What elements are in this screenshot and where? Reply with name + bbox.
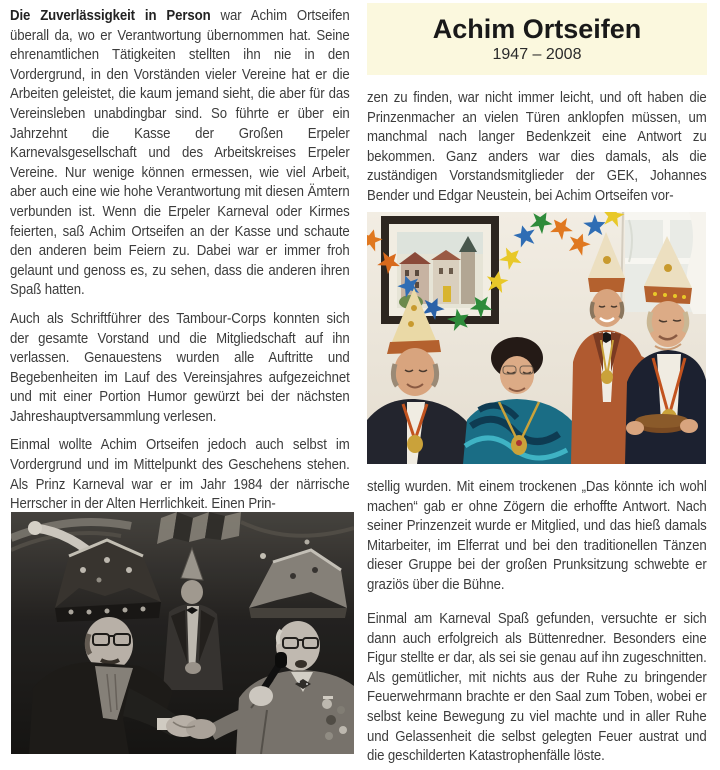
title-box (367, 3, 707, 75)
photo-vignette (11, 512, 354, 754)
lead-in-bold: Die Zuverlässigkeit in Person (10, 7, 211, 24)
paragraph-prinz-karneval: Einmal wollte Achim Ortseifen jedoch auch selbst im Vordergrund und im Mittelpunkt des Geschehens stehen. Als Prinz Karneval war er im Jahr 1984 der närrische Herrscher in der Alten Herrlichkeit. Einen Prin- (10, 436, 350, 513)
right-column-paragraph-1: zen zu finden, war nicht immer leicht, und oft haben die Prinzenmacher an vielen Türen anklopfen müssen, um manchmal nach langer Bedenkzeit eine Antwort zu bekommen. Ganz anders war dies damals, als die zuständigen Vorstandsmitglieder der GEK, Johannes Bender und Edgar Neustein, bei Achim Ortseifen vor- (367, 89, 707, 204)
paragraph-1-text: war Achim Ortseifen überall da, wo er Verantwortung übernommen hat. Seine ehrenamtlichen Tätigkeiten stellten ihn nie in den Vordergrund, in den Vorständen vieler Vereine hat er die Arbeiten geleistet, die kaum jemand sieht, die aber für das Vereinsleben unabdingbar sind. So führte er über ein Jahrzehnt die Kasse der Großen Erpeler Karnevalsgesellschaft und des Arbeitskreises Erpeler Vereine. Nur wenige können ermessen, wie viel Arbeit, aber auch eine wie hohe Verantwortung mit diesen Ämtern verbunden ist. Wenn die Erpeler Karneval oder Kirmes feierten, saß Achim Ortseifen an der Kasse und schaute den anderen beim Feiern zu. Dabei war er immer froh gelaunt und genoss es, zu sehen, dass die anderen ihren Spaß hatten. (10, 7, 350, 299)
paragraph-zuverlaessigkeit (10, 6, 350, 300)
carnival-color-photo (367, 212, 706, 464)
page-title: Achim Ortseifen (432, 14, 642, 44)
right-column-paragraph-3: Einmal am Karneval Spaß gefunden, versuchte er sich dann auch erfolgreich als Büttenredner. Besonders eine Figur stellte er dar, als sei sie genau auf ihn zugeschnitten. Als gemütlicher, mit nichts aus der Ruhe zu bringender Feuerwehrmann brachte er den Saal zum Toben, wobei er selbst keine Bewegung zu viel machte und in aller Ruhe und Gelassenheit die selbst gelegten Feuer austrat und die geschilderten Katastrophenfälle löste. (367, 610, 707, 765)
left-column (10, 6, 350, 514)
life-years: 1947 – 2008 (492, 46, 582, 63)
paragraph-schriftfuehrer: Auch als Schriftführer des Tambour-Corps konnten sich der gesamte Vorstand und die Mitgliedschaft auf ihn verlassen. Genauestens wurden alle Auftritte und Begebenheiten im Lauf des Vereinsjahres aufgezeichnet und mit einer Portion Humor gewürzt bei der nächsten Jahreshauptversammlung verlesen. (10, 309, 350, 425)
right-column-paragraph-2: stellig wurden. Mit einem trockenen „Das könnte ich wohl machen“ gab er ohne Zögern die erhoffte Antwort. Nach seiner Prinzenzeit wurde er Mitglied, und das hieß damals Mitarbeiter, im Elferrat und bei den traditionellen Tänzen dieser Gruppe bei der großen Prunksitzung schwebte er graziös über die Bühne. (367, 478, 707, 593)
handshake-bw-photo (11, 512, 354, 754)
